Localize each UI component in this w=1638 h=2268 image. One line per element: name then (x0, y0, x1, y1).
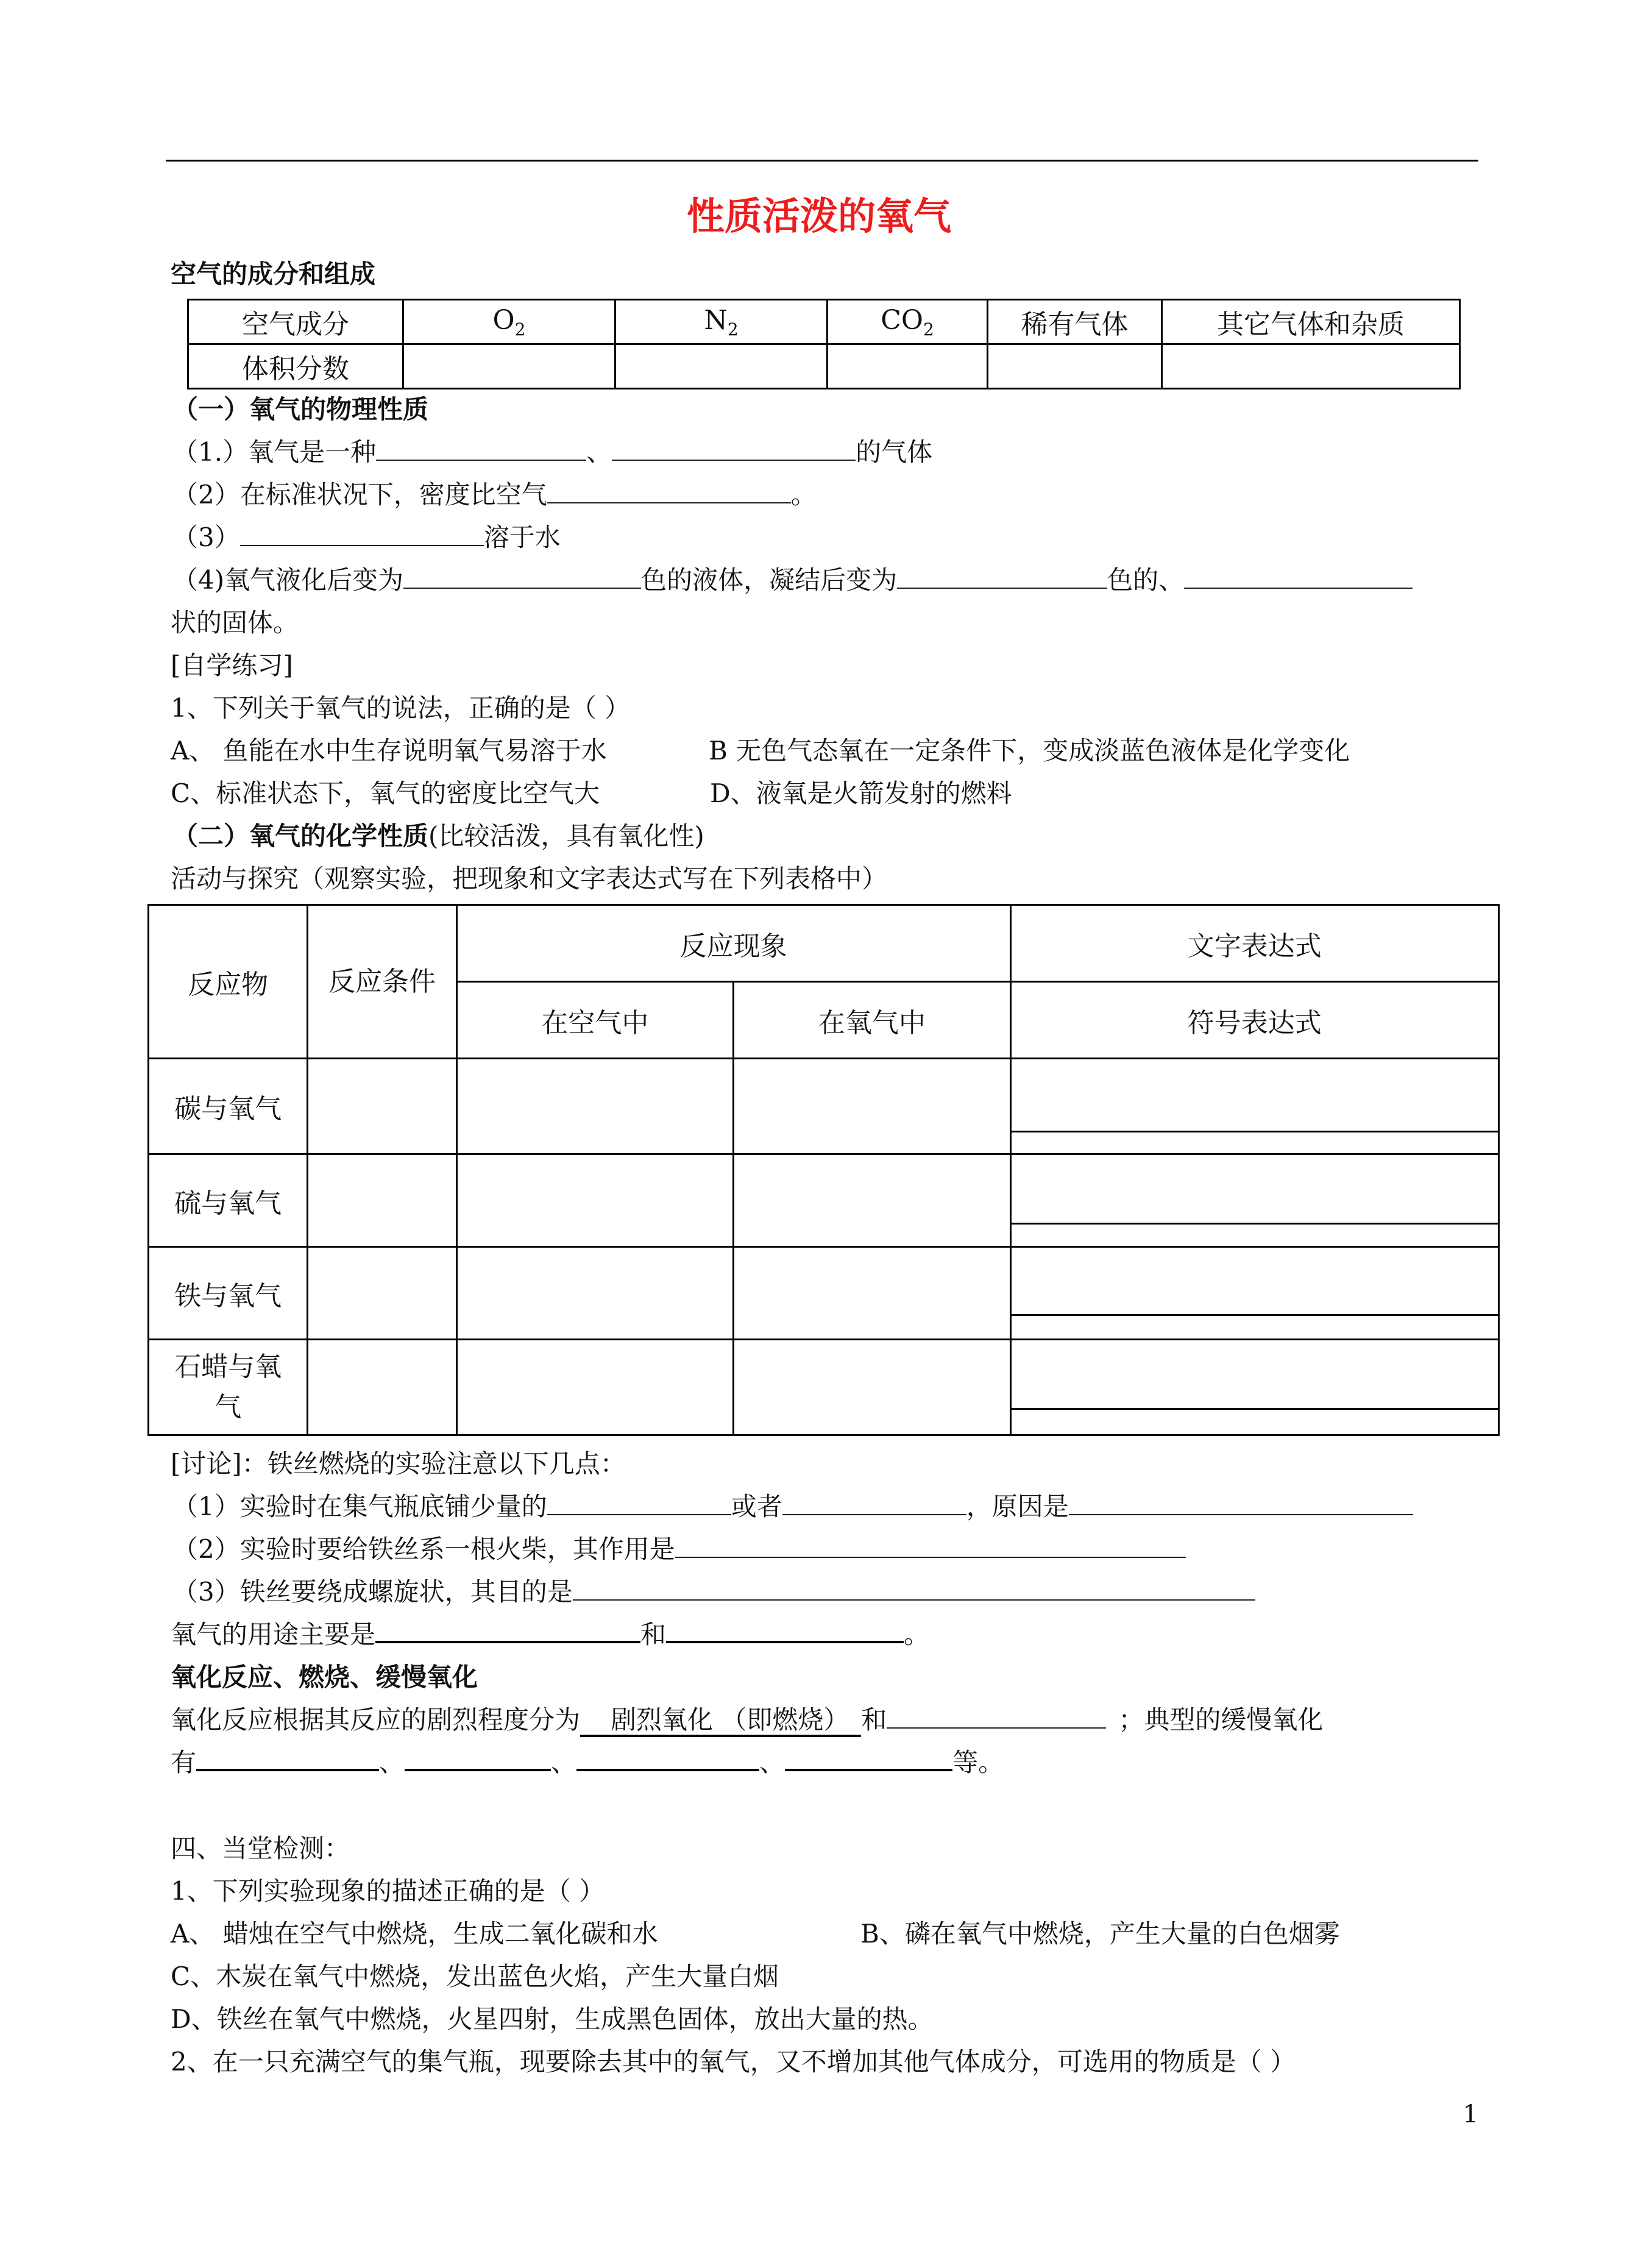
filled-answer: 剧烈氧化 （即燃烧） (580, 1705, 861, 1737)
cell-equations[interactable] (1010, 1154, 1498, 1247)
physical-line-2: （2）在标准状况下，密度比空气 。 (172, 477, 817, 513)
row-carbon: 碳与氧气 (149, 1059, 308, 1154)
page-title: 性质活泼的氧气 (686, 194, 951, 238)
test-heading: 四、当堂检测： (171, 1833, 350, 1863)
discussion-line-1: （1）实验时在集气瓶底铺少量的 或者 ，原因是 (172, 1488, 1413, 1525)
test-question-2: 2、在一只充满空气的集气瓶，现要除去其中的氧气，又不增加其他气体成分，可选用的物质是（ ） (171, 2047, 1296, 2077)
self-practice-option-a: A、 鱼能在水中生存说明氧气易溶于水 (171, 736, 607, 766)
air-section-heading: 空气的成分和组成 (171, 259, 376, 289)
self-practice-heading: [自学练习] (171, 650, 293, 680)
cell-equations[interactable] (1010, 1247, 1498, 1340)
self-practice-option-d: D、液氧是火箭发射的燃料 (710, 778, 1012, 808)
blank-field[interactable] (403, 563, 641, 589)
cell-equations[interactable] (1010, 1340, 1498, 1435)
discussion-line-2: （2）实验时要给铁丝系一根火柴，其作用是 (172, 1531, 1186, 1568)
blank-field[interactable] (1069, 1490, 1413, 1515)
physical-line-5: 状的固体。 (171, 608, 299, 638)
air-volume-o2[interactable] (403, 344, 615, 389)
cell-in-oxygen[interactable] (734, 1059, 1010, 1154)
cell-in-air[interactable] (456, 1247, 733, 1340)
header-reactant: 反应物 (149, 905, 308, 1059)
row-paraffin: 石蜡与氧气 (149, 1340, 308, 1435)
chemical-heading: （二）氧气的化学性质(比较活泼，具有氧化性) (172, 821, 704, 851)
cell-condition[interactable] (308, 1059, 456, 1154)
cell-in-oxygen[interactable] (734, 1154, 1010, 1247)
blank-field[interactable] (897, 563, 1107, 589)
blank-field[interactable] (785, 1744, 952, 1771)
header-in-oxygen: 在氧气中 (734, 982, 1010, 1059)
blank-field[interactable] (887, 1703, 1106, 1729)
test-option-c: C、木炭在氧气中燃烧，发出蓝色火焰，产生大量白烟 (171, 1961, 779, 1991)
blank-field[interactable] (375, 1616, 640, 1643)
physical-heading: （一）氧气的物理性质 (172, 394, 429, 424)
blank-field[interactable] (573, 1575, 1255, 1601)
oxidation-heading: 氧化反应、燃烧、缓慢氧化 (171, 1662, 478, 1692)
air-cell-co2: $CO_2$ (828, 300, 988, 344)
cell-in-air[interactable] (456, 1154, 733, 1247)
physical-line-4: （4)氧气液化后变为 色的液体，凝结后变为 色的、 (172, 562, 1413, 599)
test-option-d: D、铁丝在氧气中燃烧，火星四射，生成黑色固体，放出大量的热。 (171, 2004, 934, 2034)
row-iron: 铁与氧气 (149, 1247, 308, 1340)
air-cell-label: 空气成分 (188, 300, 403, 344)
cell-in-oxygen[interactable] (734, 1340, 1010, 1435)
air-cell-volume-label: 体积分数 (188, 344, 403, 389)
blank-field[interactable] (675, 1532, 1186, 1558)
air-cell-n2: $N_2$ (615, 300, 828, 344)
header-in-air: 在空气中 (456, 982, 733, 1059)
header-symbol-equation: 符号表达式 (1010, 982, 1498, 1059)
blank-field[interactable] (240, 521, 484, 546)
oxygen-uses-line: 氧气的用途主要是 和 。 (171, 1616, 929, 1653)
test-question-1: 1、下列实验现象的描述正确的是（ ） (171, 1876, 605, 1906)
air-volume-n2[interactable] (615, 344, 828, 389)
reaction-table (147, 904, 1500, 1436)
cell-condition[interactable] (308, 1340, 456, 1435)
cell-in-oxygen[interactable] (734, 1247, 1010, 1340)
blank-field[interactable] (547, 1490, 731, 1515)
test-option-b: B、磷在氧气中燃烧，产生大量的白色烟雾 (860, 1919, 1340, 1949)
header-phenomenon: 反应现象 (456, 905, 1010, 982)
self-practice-option-b: B 无色气态氧在一定条件下，变成淡蓝色液体是化学变化 (709, 736, 1350, 766)
blank-field[interactable] (576, 1744, 759, 1771)
self-practice-option-c: C、标准状态下，氧气的密度比空气大 (171, 778, 600, 808)
activity-instruction: 活动与探究（观察实验，把现象和文字表达式写在下列表格中） (171, 864, 888, 894)
row-sulfur: 硫与氧气 (149, 1154, 308, 1247)
blank-field[interactable] (547, 478, 791, 503)
air-cell-noble-gas: 稀有气体 (988, 300, 1162, 344)
blank-field[interactable] (612, 435, 856, 461)
cell-condition[interactable] (308, 1247, 456, 1340)
blank-field[interactable] (405, 1744, 551, 1771)
air-volume-co2[interactable] (828, 344, 988, 389)
page-number: 1 (1462, 2100, 1478, 2128)
oxidation-line-1: 氧化反应根据其反应的剧烈程度分为 剧烈氧化 （即燃烧） 和 ；典型的缓慢氧化 (171, 1702, 1323, 1738)
blank-field[interactable] (782, 1490, 966, 1515)
header-condition: 反应条件 (308, 905, 456, 1059)
blank-field[interactable] (376, 435, 586, 461)
discussion-line-3: （3）铁丝要绕成螺旋状，其目的是 (172, 1574, 1255, 1610)
blank-field[interactable] (196, 1744, 379, 1771)
discussion-heading: [讨论]：铁丝燃烧的实验注意以下几点： (171, 1449, 626, 1479)
physical-line-3: （3） 溶于水 (172, 519, 561, 556)
cell-equations[interactable] (1010, 1059, 1498, 1154)
cell-in-air[interactable] (456, 1340, 733, 1435)
cell-condition[interactable] (308, 1154, 456, 1247)
oxidation-line-2: 有 、 、 、 等。 (171, 1744, 1004, 1781)
physical-line-1: （1.）氧气是一种 、 的气体 (172, 434, 932, 471)
blank-field[interactable] (1184, 563, 1413, 589)
self-practice-question: 1、下列关于氧气的说法，正确的是（ ） (171, 693, 631, 723)
blank-field[interactable] (666, 1616, 904, 1643)
header-word-equation: 文字表达式 (1010, 905, 1498, 982)
air-cell-other: 其它气体和杂质 (1162, 300, 1460, 344)
air-composition-table (187, 299, 1461, 389)
air-volume-noble[interactable] (988, 344, 1162, 389)
air-volume-other[interactable] (1162, 344, 1460, 389)
air-cell-o2: $O_2$ (403, 300, 615, 344)
test-option-a: A、 蜡烛在空气中燃烧，生成二氧化碳和水 (171, 1919, 658, 1949)
cell-in-air[interactable] (456, 1059, 733, 1154)
header-rule (166, 160, 1478, 162)
